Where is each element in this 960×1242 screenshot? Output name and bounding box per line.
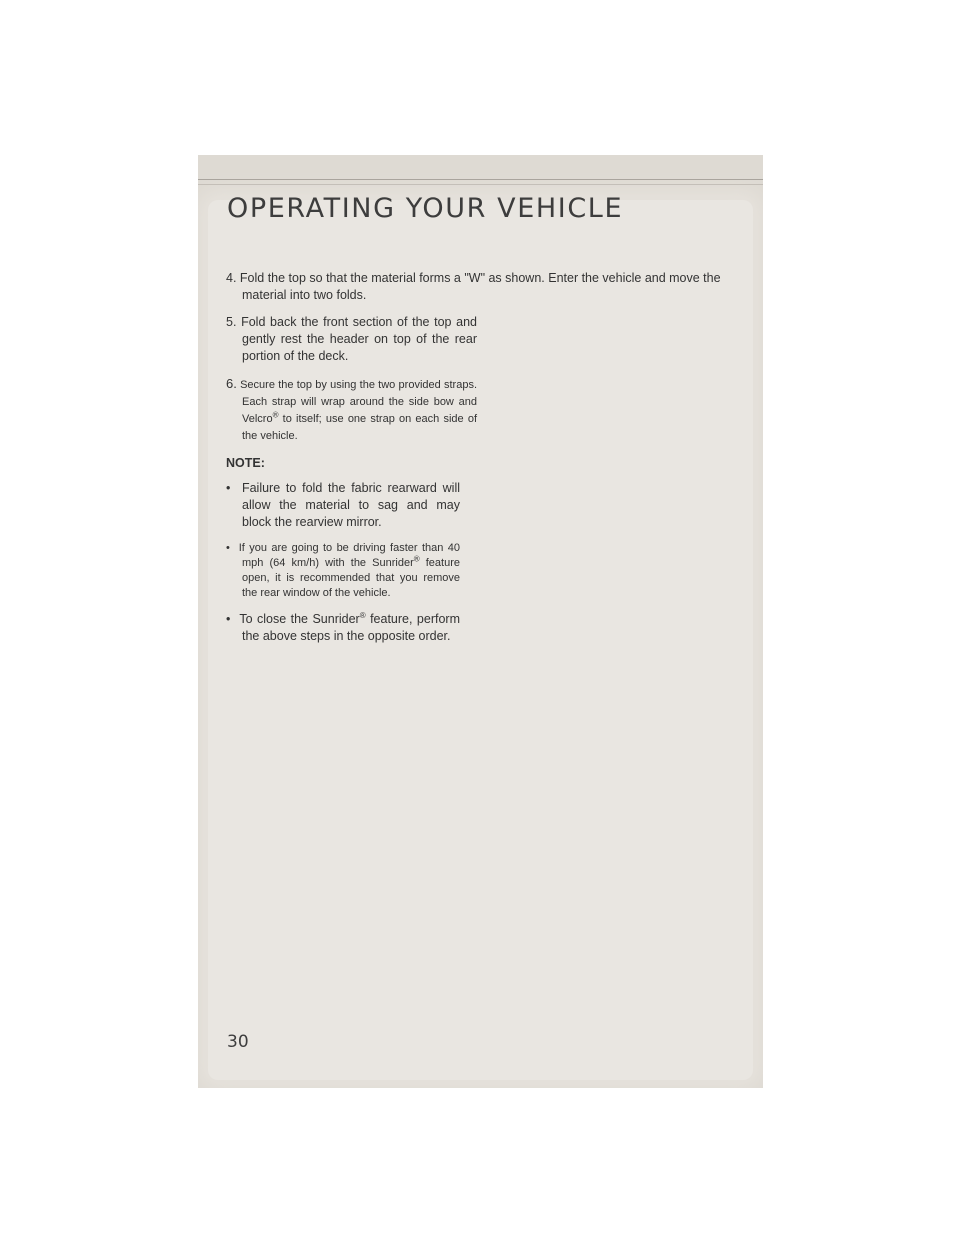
note-heading: NOTE: [226, 456, 265, 470]
bullet-icon: • [226, 612, 231, 626]
page-number: 30 [227, 1032, 249, 1052]
step-number: 6. [226, 376, 237, 391]
step-text: Fold the top so that the material forms a "W" as shown. Enter the vehicle and move the material into two folds. [239, 271, 721, 302]
bullet-icon: • [226, 481, 231, 495]
bullet-text-continued: feature open, it is recommended that you remove the rear window of the vehicle. [242, 557, 460, 599]
registered-mark: ® [413, 554, 420, 564]
note-bullet [226, 480, 460, 531]
step-4 [226, 270, 741, 304]
bullet-text: Failure to fold the fabric rearward will allow the material to sag and may block the rearview mirror. [241, 481, 461, 529]
content-body [226, 270, 741, 655]
step-6 [226, 375, 477, 445]
step-number: 4. [226, 271, 237, 285]
bullet-icon: • [226, 542, 230, 554]
header-rule-secondary [198, 184, 763, 185]
bullet-text: To close the Sunrider [239, 612, 360, 626]
step-number: 5. [226, 315, 237, 329]
bullet-text-continued: feature, perform the above steps in the opposite order. [242, 612, 460, 643]
bullet-text: If you are going to be driving faster than 40 mph (64 km/h) with the Sunrider [238, 542, 460, 569]
header-rule [198, 179, 763, 180]
section-title: OPERATING YOUR VEHICLE [227, 193, 624, 224]
note-bullet [226, 541, 460, 601]
step-text-continued: to itself; use one strap on each side of the vehicle. [242, 413, 477, 442]
step-5 [226, 314, 477, 365]
manual-page [198, 155, 763, 1088]
registered-mark: ® [359, 610, 366, 620]
registered-mark: ® [272, 410, 279, 420]
note-bullet [226, 611, 460, 645]
step-text: Secure the top by using the two provided straps. Each strap will wrap around the side bow and Velcro [240, 379, 477, 425]
step-text: Fold back the front section of the top and gently rest the header on top of the rear portion of the deck. [241, 315, 477, 363]
